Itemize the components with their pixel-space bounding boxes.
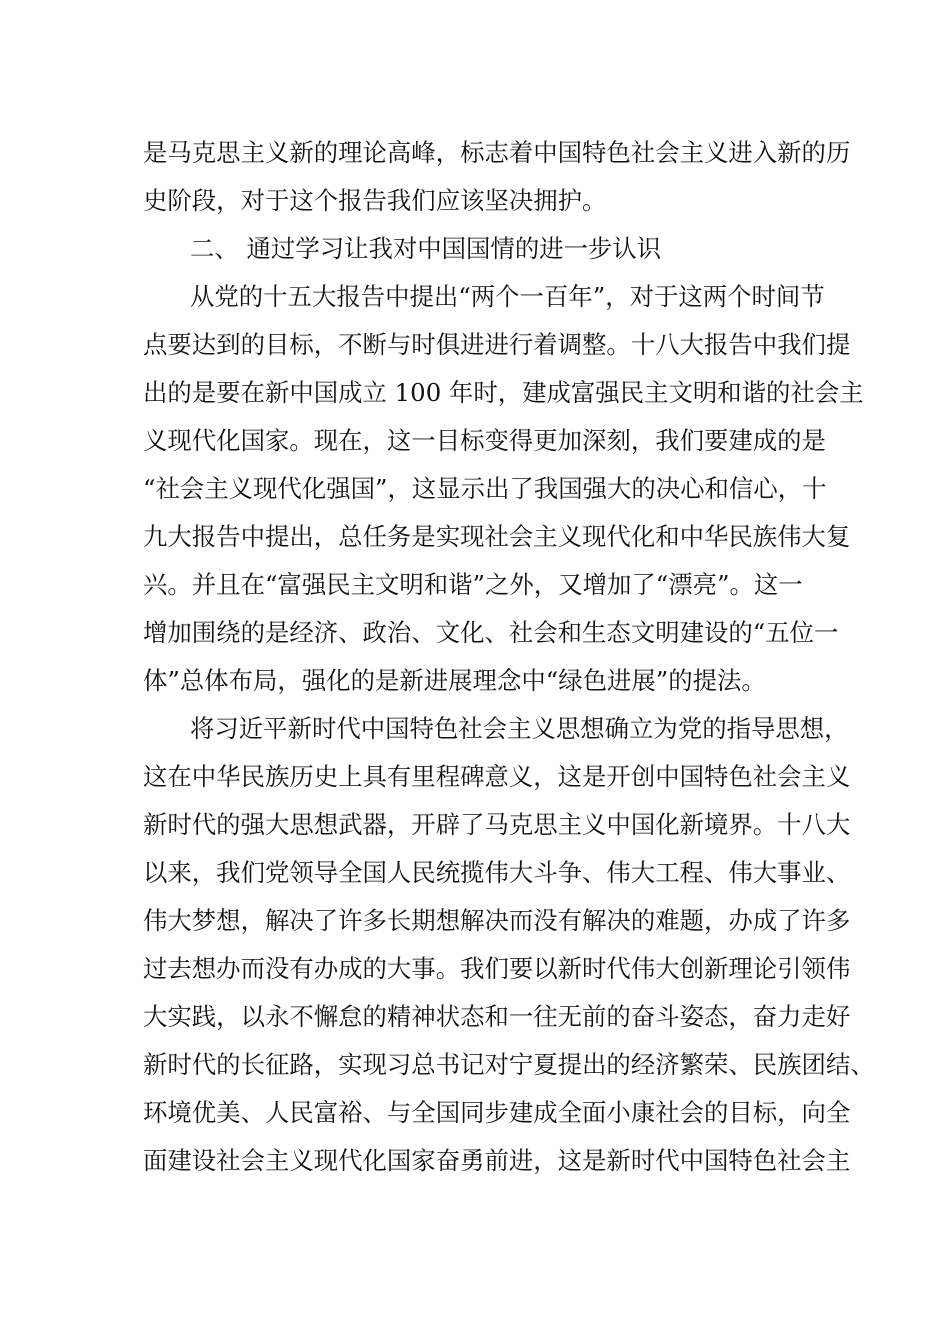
text-line: 是马克思主义新的理论高峰，标志着中国特色社会主义进入新的历 [143,138,851,167]
text-line: 过去想办而没有办成的大事。我们要以新时代伟大创新理论引领伟 [143,954,851,983]
text-line: 大实践，以永不懈怠的精神状态和一往无前的奋斗姿态，奋力走好 [143,1002,851,1031]
text-line: 九大报告中提出，总任务是实现社会主义现代化和中华民族伟大复 [143,522,851,551]
text-line: 新时代的长征路，实现习总书记对宁夏提出的经济繁荣、民族团结、 [143,1050,875,1079]
text-line: “社会主义现代化强国”，这显示出了我国强大的决心和信心，十 [143,474,827,503]
section-heading: 二、 通过学习让我对中国国情的进一步认识 [190,234,662,263]
text-line: 体”总体布局，强化的是新进展理念中“绿色进展”的提法。 [143,666,766,695]
paragraph-first-line: 将习近平新时代中国特色社会主义思想确立为党的指导思想， [190,714,849,743]
text-line: 伟大梦想，解决了许多长期想解决而没有解决的难题，办成了许多 [143,906,851,935]
text-line: 新时代的强大思想武器，开辟了马克思主义中国化新境界。十八大 [143,810,851,839]
text-line: 史阶段，对于这个报告我们应该坚决拥护。 [143,186,607,215]
text-line: 点要达到的目标，不断与时俱进进行着调整。十八大报告中我们提 [143,330,851,359]
text-line: 环境优美、人民富裕、与全国同步建成全面小康社会的目标，向全 [143,1098,851,1127]
text-line: 面建设社会主义现代化国家奋勇前进，这是新时代中国特色社会主 [143,1146,851,1175]
text-line: 增加围绕的是经济、政治、文化、社会和生态文明建设的“五位一 [143,618,839,647]
text-line: 兴。并且在“富强民主文明和谐”之外，又增加了“漂亮”。这一 [143,570,803,599]
text-line: 义现代化国家。现在，这一目标变得更加深刻，我们要建成的是 [143,426,826,455]
text-line: 以来，我们党领导全国人民统揽伟大斗争、伟大工程、伟大事业、 [143,858,851,887]
text-line: 出的是要在新中国成立 100 年时，建成富强民主文明和谐的社会主 [143,378,864,407]
paragraph-first-line: 从党的十五大报告中提出“两个一百年”，对于这两个时间节 [190,282,825,311]
text-line: 这在中华民族历史上具有里程碑意义，这是开创中国特色社会主义 [143,762,851,791]
